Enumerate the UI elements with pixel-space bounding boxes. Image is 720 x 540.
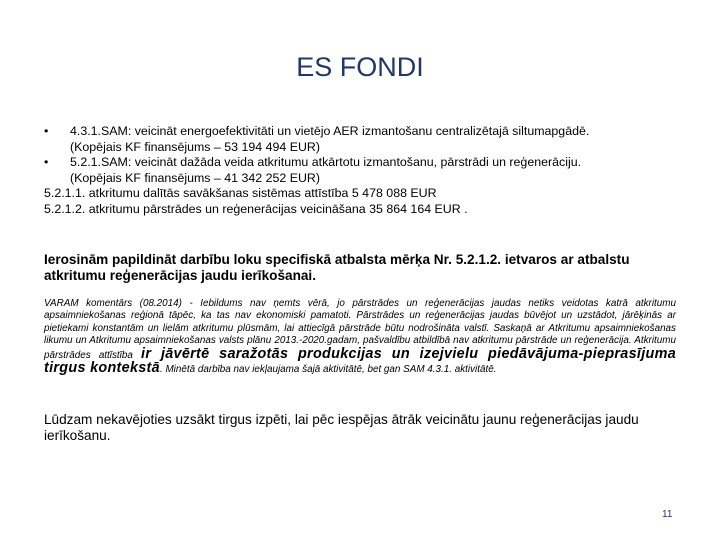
request-text: Lūdzam nekavējoties uzsākt tirgus izpēti, lai pēc iespējas ātrāk veicinātu jaunu reģenerācijas jaudu ierīkošanu. [44,412,639,443]
comment-part1: VARAM komentārs (08.2014) - Iebildums nav ņemts vērā, jo pārstrādes un reģenerācijas jaudas netiks veidotas katrā atkritumu apsaimniekošanas reģionā tāpēc, ka tas nav ekonomiski pamatoti. Pārstrādes un reģenerācijas jaudas būvējot un uzstādot, jārēķinās ar pietiekami konstantām un lielām atkritumu plūsmām, lai attiecīgā pārstrāde būtu nodrošināta valstī. Saskaņā ar Atkritumu apsaimniekošanas likumu un Atkritumu apsaimniekošanas valsts plānu 2013.-2020.gadam, pašvaldību atbildībā nav atkritumu pārstrāde un reģenerācija. Atkritumu pārstrādes attīstība [44,298,676,361]
bullet-text: 5.2.1.SAM: veicināt dažāda veida atkritumu atkārtotu izmantošanu, pārstrādi un reģenerāciju. [70,155,582,170]
comment-emphasis: ir jāvērtē saražotās produkcijas un izejvielu piedāvājuma-pieprasījuma tirgus kontekstā [44,345,677,377]
bullet-item-5-2-1 [44,155,694,186]
bullet-dot: • [44,155,49,170]
proposal-text: Ierosinām papildināt darbību loku specifiskā atbalsta mērķa Nr. 5.2.1.2. ietvaros ar atbalstu atkritumu reģenerācijas jaudu ierīkošanai. [44,252,630,283]
bullet-funding: (Kopējais KF finansējums – 53 194 494 EUR) [70,139,321,154]
funding-list [44,124,694,218]
bullet-dot: • [44,124,49,138]
bullet-text: 4.3.1.SAM: veicināt energoefektivitāti un vietējo AER izmantošanu centralizētajā siltumapgādē. [70,124,590,138]
sub-item-5-2-1-1: 5.2.1.1. atkritumu dalītās savākšanas sistēmas attīstība 5 478 088 EUR [44,186,437,201]
ministry-comment [44,298,676,376]
comment-part2: . Minētā darbība nav iekļaujama šajā aktivitātē, bet gan SAM 4.3.1. aktivitātē. [159,364,497,376]
slide-title: ES FONDI [296,52,424,82]
bullet-funding: (Kopējais KF finansējums – 41 342 252 EUR) [70,170,321,185]
bullet-item-4-3-1 [44,124,694,155]
sub-item-5-2-1-2: 5.2.1.2. atkritumu pārstrādes un reģenerācijas veicināšana 35 864 164 EUR . [44,201,468,216]
page-number: 11 [662,509,673,520]
